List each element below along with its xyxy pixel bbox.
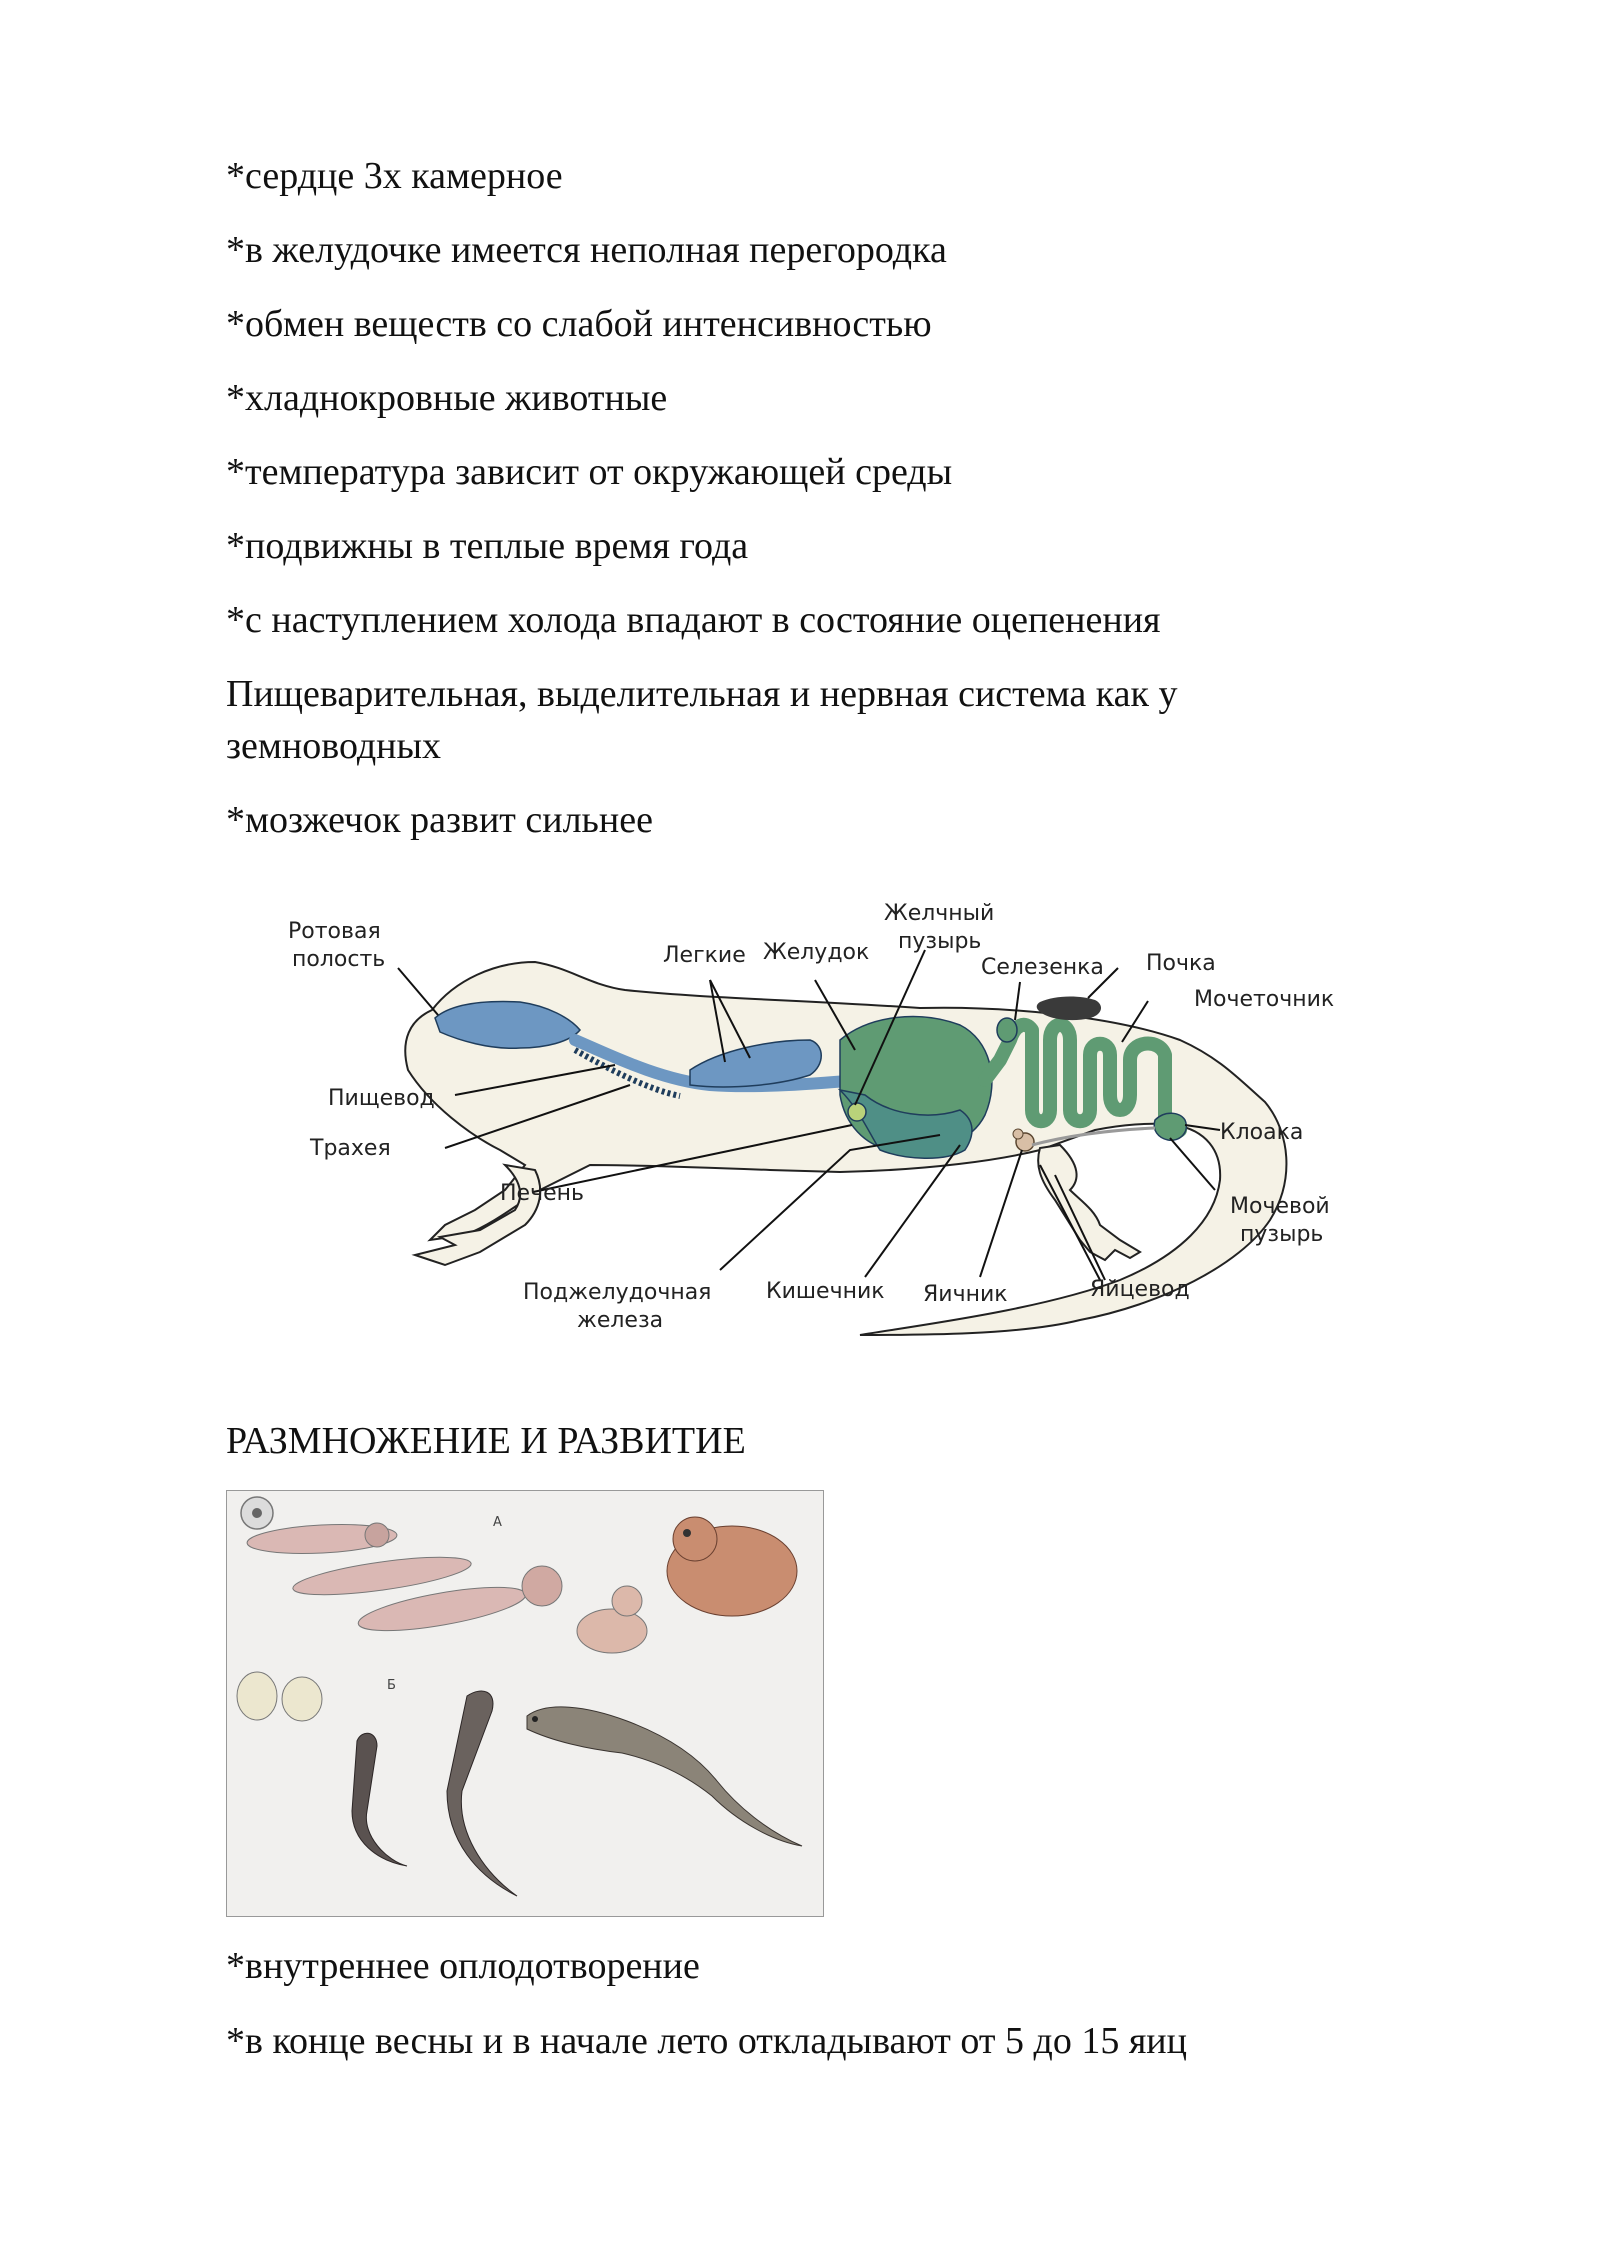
label-stomach: Желудок bbox=[763, 940, 870, 965]
label-liver: Печень bbox=[500, 1181, 584, 1206]
label-trachea: Трахея bbox=[310, 1136, 391, 1161]
lizard-egg-1 bbox=[237, 1672, 277, 1720]
label-bladder-2: пузырь bbox=[1240, 1222, 1324, 1247]
spleen-shape bbox=[997, 1018, 1017, 1042]
label-lungs: Легкие bbox=[663, 943, 746, 968]
froglet bbox=[577, 1609, 647, 1653]
label-ureter: Мочеточник bbox=[1194, 987, 1335, 1012]
label-pancreas-1: Поджелудочная bbox=[523, 1280, 712, 1305]
label-oral-cavity-1: Ротовая bbox=[288, 919, 381, 944]
text-line-temperature: *температура зависит от окружающей среды bbox=[226, 451, 953, 493]
label-gall-bladder-1: Желчный bbox=[884, 901, 995, 926]
photo-label-b: Б bbox=[387, 1678, 396, 1693]
text-line-coldblooded: *хладнокровные животные bbox=[226, 377, 668, 419]
label-spleen: Селезенка bbox=[981, 955, 1104, 980]
development-stages-image bbox=[226, 1490, 824, 1917]
text-line-torpor: *с наступлением холода впадают в состояние оцепенения bbox=[226, 599, 1161, 641]
text-line-systems: Пищеварительная, выделительная и нервная система как у bbox=[226, 673, 1178, 715]
text-line-active: *подвижны в теплые время года bbox=[226, 525, 749, 567]
lizard-egg-2 bbox=[282, 1677, 322, 1721]
text-line-eggs: *в конце весны и в начале лето откладывают от 5 до 15 яиц bbox=[226, 2020, 1187, 2062]
lizard-hind-leg bbox=[1038, 1145, 1140, 1260]
cloaca-shape bbox=[1154, 1113, 1186, 1140]
text-line-heart: *сердце 3х камерное bbox=[226, 155, 563, 197]
text-line-cerebellum: *мозжечок развит сильнее bbox=[226, 799, 653, 841]
label-oviduct: Яйцевод bbox=[1090, 1277, 1190, 1302]
label-pancreas-2: железа bbox=[577, 1308, 664, 1333]
text-line-metabolism: *обмен веществ со слабой интенсивностью bbox=[226, 303, 932, 345]
gall-bladder-shape bbox=[848, 1103, 866, 1121]
text-line-fertilization: *внутреннее оплодотворение bbox=[226, 1945, 700, 1987]
photo-label-a: А bbox=[493, 1515, 502, 1530]
label-ovary: Яичник bbox=[923, 1282, 1008, 1307]
lizard-anatomy-diagram bbox=[280, 880, 1460, 1350]
label-gall-bladder-2: пузырь bbox=[898, 929, 982, 954]
label-cloaca: Клоака bbox=[1220, 1120, 1304, 1145]
label-kidney: Почка bbox=[1146, 951, 1216, 976]
label-bladder-1: Мочевой bbox=[1230, 1194, 1330, 1219]
text-line-amphibians: земноводных bbox=[226, 725, 442, 767]
section-heading: РАЗМНОЖЕНИЕ И РАЗВИТИЕ bbox=[226, 1420, 746, 1462]
label-intestine: Кишечник bbox=[766, 1279, 885, 1304]
label-oral-cavity-2: полость bbox=[292, 947, 386, 972]
text-line-ventricle: *в желудочке имеется неполная перегородка bbox=[226, 229, 947, 271]
label-esophagus: Пищевод bbox=[328, 1086, 435, 1111]
